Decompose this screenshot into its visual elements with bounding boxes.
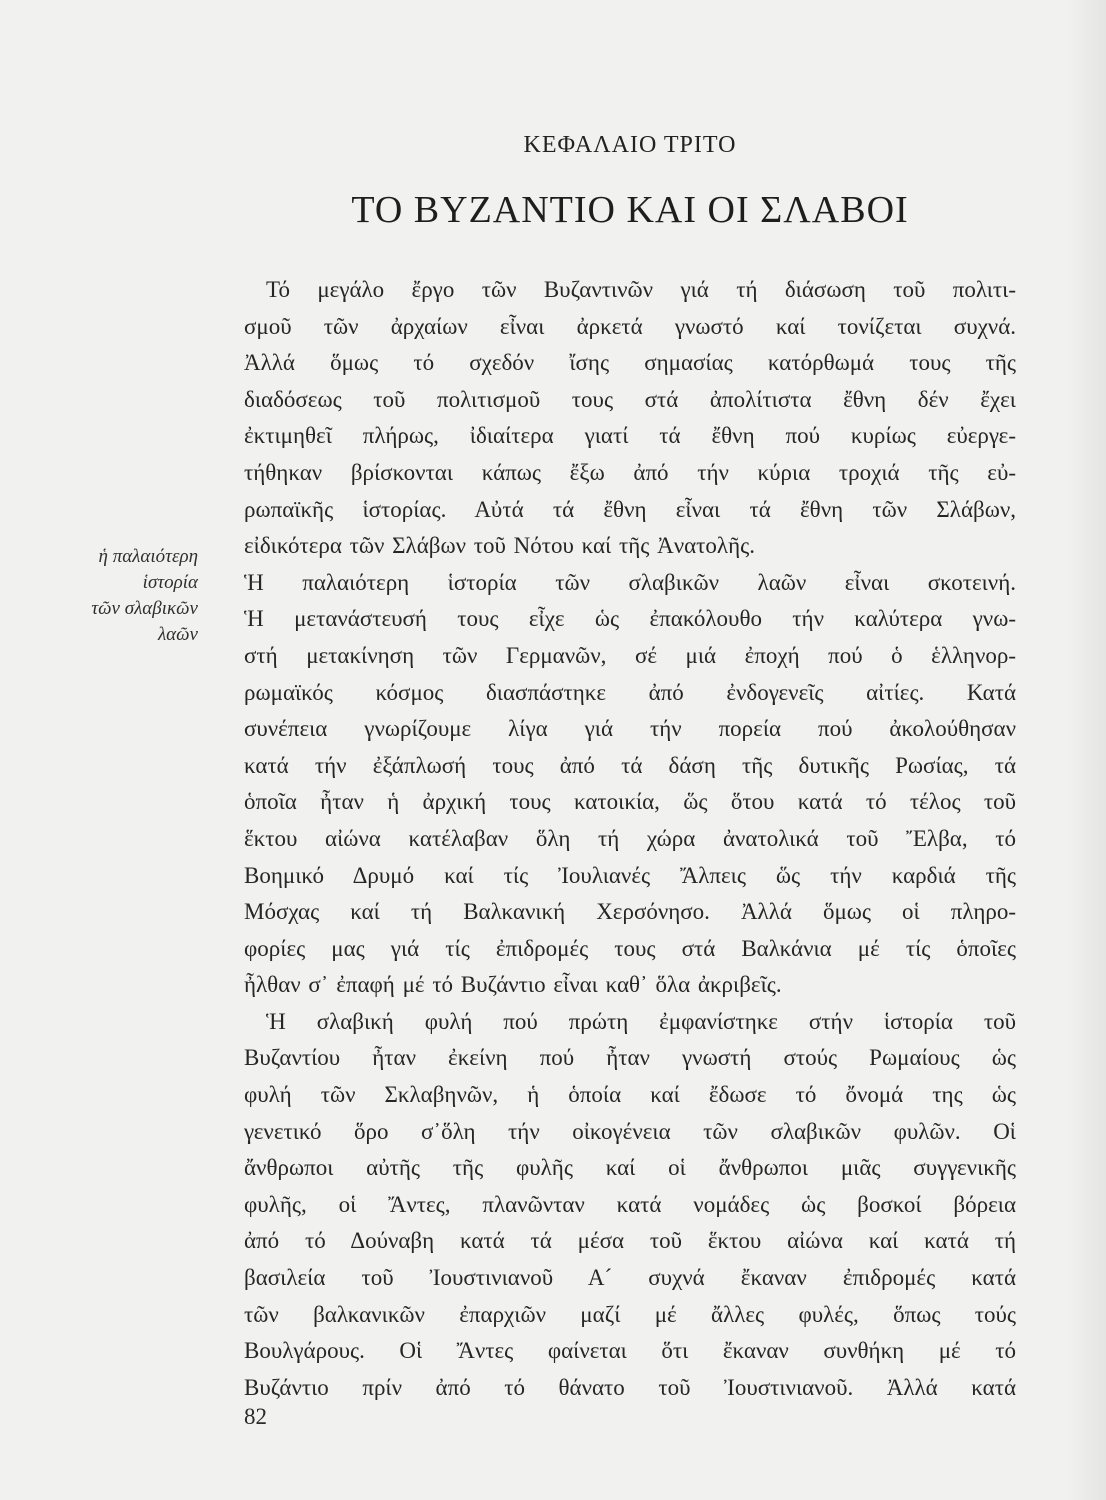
- text-line: Μόσχας καί τή Βαλκανική Χερσόνησο. Ἀλλά ὅμως οἱ πληρο-: [244, 899, 1016, 925]
- text-line: συνέπεια γνωρίζουμε λίγα γιά τήν πορεία πού ἀκολούθησαν: [244, 716, 1016, 742]
- text-line: ἦλθαν σ᾽ ἐπαφή μέ τό Βυζάντιο εἶναι καθ᾽ ὅλα ἀκριβεῖς.: [244, 972, 782, 998]
- text-line: τῶν βαλκανικῶν ἐπαρχιῶν μαζί μέ ἄλλες φυλές, ὅπως τούς: [244, 1301, 1016, 1327]
- marginal-note-line: ἡ παλαιότερη: [98, 546, 198, 567]
- text-line: τήθηκαν βρίσκονται κάπως ἔξω ἀπό τήν κύρια τροχιά τῆς εὐ-: [244, 459, 1016, 485]
- text-line: Τό μεγάλο ἔργο τῶν Βυζαντινῶν γιά τή διάσωση τοῦ πολιτι-: [266, 277, 1016, 302]
- text-line: Ἡ μετανάστευσή τους εἶχε ὡς ἐπακόλουθο τήν καλύτερα γνω-: [244, 606, 1016, 632]
- text-line: ἀπό τό Δούναβη κατά τά μέσα τοῦ ἕκτου αἰώνα καί κατά τή: [244, 1228, 1016, 1254]
- page-number: 82: [244, 1404, 267, 1429]
- text-line: εἰδικότερα τῶν Σλάβων τοῦ Νότου καί τῆς Ἀνατολῆς.: [244, 533, 755, 559]
- body-text: [244, 272, 1016, 1406]
- marginal-note: [40, 544, 198, 648]
- text-line: ἄνθρωποι αὐτῆς τῆς φυλῆς καί οἱ ἄνθρωποι μιᾶς συγγενικῆς: [244, 1155, 1016, 1181]
- text-line: Βουλγάρους. Οἱ Ἄντες φαίνεται ὅτι ἔκαναν συνθήκη μέ τό: [244, 1338, 1016, 1364]
- chapter-label: ΚΕΦΑΛΑΙΟ ΤΡΙΤΟ: [523, 132, 737, 158]
- page-edge-shadow: [1066, 0, 1106, 1500]
- text-line: φυλή τῶν Σκλαβηνῶν, ἡ ὁποία καί ἔδωσε τό ὄνομά της ὡς: [244, 1082, 1016, 1108]
- text-line: Ἡ παλαιότερη ἱστορία τῶν σλαβικῶν λαῶν εἶναι σκοτεινή.: [244, 569, 1016, 595]
- marginal-note-line: λαῶν: [157, 624, 198, 645]
- text-line: Βοημικό Δρυμό καί τίς Ἰουλιανές Ἄλπεις ὥς τήν καρδιά τῆς: [244, 862, 1016, 888]
- marginal-note-line: ἱστορία: [142, 572, 198, 593]
- text-line: ἕκτου αἰώνα κατέλαβαν ὅλη τή χώρα ἀνατολικά τοῦ Ἔλβα, τό: [244, 825, 1016, 851]
- text-line: κατά τήν ἐξάπλωσή τους ἀπό τά δάση τῆς δυτικῆς Ρωσίας, τά: [244, 752, 1016, 778]
- text-line: Βυζάντιο πρίν ἀπό τό θάνατο τοῦ Ἰουστινιανοῦ. Ἀλλά κατά: [244, 1374, 1016, 1400]
- text-line: ὁποῖα ἦταν ἡ ἀρχική τους κατοικία, ὥς ὅτου κατά τό τέλος τοῦ: [244, 789, 1016, 815]
- text-line: φυλῆς, οἱ Ἄντες, πλανῶνταν κατά νομάδες ὡς βοσκοί βόρεια: [244, 1191, 1016, 1217]
- text-line: διαδόσεως τοῦ πολιτισμοῦ τους στά ἀπολίτιστα ἔθνη δέν ἔχει: [244, 386, 1016, 412]
- text-line: Ἀλλά ὅμως τό σχεδόν ἴσης σημασίας κατόρθωμά τους τῆς: [244, 350, 1016, 376]
- chapter-title: ΤΟ ΒΥΖΑΝΤΙΟ ΚΑΙ ΟΙ ΣΛΑΒΟΙ: [351, 189, 909, 231]
- text-line: ἐκτιμηθεῖ πλήρως, ἰδιαίτερα γιατί τά ἔθνη πού κυρίως εὐεργε-: [244, 423, 1016, 449]
- text-line: φορίες μας γιά τίς ἐπιδρομές τους στά Βαλκάνια μέ τίς ὁποῖες: [244, 935, 1016, 961]
- text-line: ρωμαϊκός κόσμος διασπάστηκε ἀπό ἐνδογενεῖς αἰτίες. Κατά: [244, 679, 1016, 705]
- text-line: Ἡ σλαβική φυλή πού πρώτη ἐμφανίστηκε στήν ἱστορία τοῦ: [266, 1008, 1016, 1034]
- text-line: στή μετακίνηση τῶν Γερμανῶν, σέ μιά ἐποχή πού ὁ ἑλληνορ-: [244, 642, 1016, 668]
- text-line: ρωπαϊκῆς ἱστορίας. Αὐτά τά ἔθνη εἶναι τά ἔθνη τῶν Σλάβων,: [244, 496, 1016, 522]
- text-line: σμοῦ τῶν ἀρχαίων εἶναι ἀρκετά γνωστό καί τονίζεται συχνά.: [244, 313, 1016, 339]
- marginal-note-line: τῶν σλαβικῶν: [91, 598, 198, 619]
- text-line: Βυζαντίου ἦταν ἐκείνη πού ἦταν γνωστή στούς Ρωμαίους ὡς: [244, 1045, 1016, 1071]
- text-line: βασιλεία τοῦ Ἰουστινιανοῦ Α´ συχνά ἔκαναν ἐπιδρομές κατά: [244, 1265, 1016, 1291]
- text-line: γενετικό ὅρο σ᾽ὅλη τήν οἰκογένεια τῶν σλαβικῶν φυλῶν. Οἱ: [244, 1118, 1016, 1144]
